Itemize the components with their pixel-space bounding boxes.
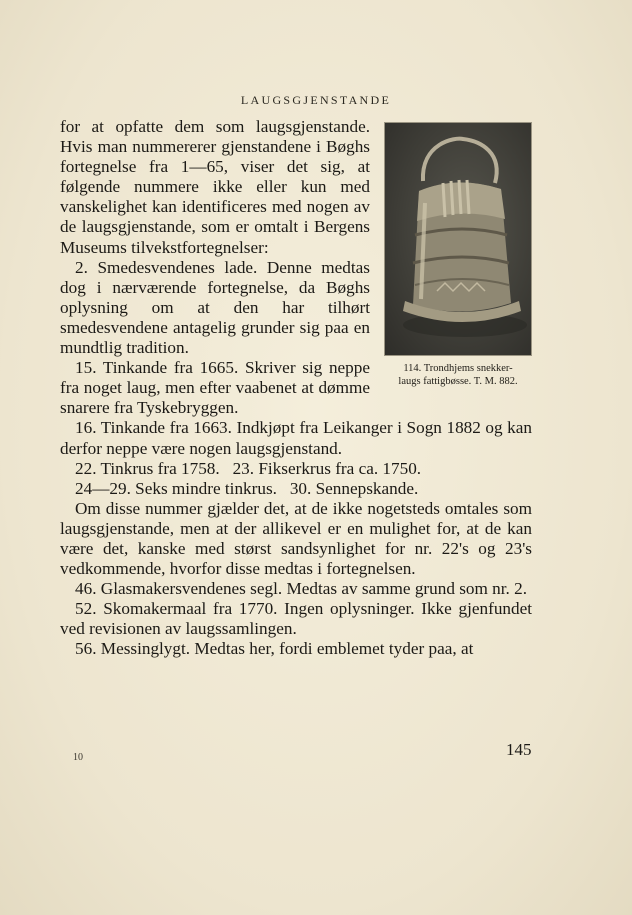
paragraph: Om disse nummer gjælder det, at de ikke nogetsteds omtales som laugsgjenstande, men at der allikevel er en mulighet for, at de kan være det, kanske med størst sandsynlighet for nr. 22's og 23's vedkommende, hvorfor disse medtas i fortegnelsen. [60,498,532,579]
paragraph: 2. Smedesvendenes lade. Denne medtas dog i nærværende fortegnelse, da Bøghs oplysning om at den har tilhørt smedesvendene antagelig grunder sig paa en mundtlig tradition. [60,257,370,358]
paragraph: 16. Tinkande fra 1663. Indkjøpt fra Leikanger i Sogn 1882 og kan derfor neppe være nogen laugsgjenstand. [60,418,532,458]
caption-line-2: laugs fattigbøsse. T. M. 882. [398,376,518,387]
paragraph: 24—29. Seks mindre tinkrus. 30. Sennepskande. [75,478,419,498]
running-head: LAUGSGJENSTANDE [240,93,392,107]
poor-box-illustration [385,123,531,355]
figure-caption [384,362,532,388]
paragraph: 52. Skomakermaal fra 1770. Ingen oplysninger. Ikke gjenfundet ved revisionen av laugssamlingen. [60,599,532,639]
paragraph: 46. Glasmakersvendenes segl. Medtas av samme grund som nr. 2. [75,579,528,599]
bell-shaped-poor-box-photo [384,122,532,356]
paragraph: 22. Tinkrus fra 1758. 23. Fikserkrus fra ca. 1750. [75,458,422,478]
caption-line-1: 114. Trondhjems snekker- [403,363,513,374]
body-text [60,117,532,660]
paragraph: 56. Messinglygt. Medtas her, fordi emblemet tyder paa, at [75,639,474,659]
paragraph: for at opfatte dem som laugsgjenstande. Hvis man nummererer gjenstandene i Bøghs fortegnelse fra 1—65, viser det sig, at følgende nummere ikke eller kun med vanskelighet kan identificeres med nogen av de laugsgjenstande, som er omtalt i Bergens Museums tilvekstfortegnelser: [60,117,370,257]
page-number: 145 [506,740,532,759]
signature-mark: 10 [73,752,83,763]
paragraph: 15. Tinkande fra 1665. Skriver sig neppe fra noget laug, men efter vaabenet at dømme snarere fra Tyskebryggen. [60,358,370,418]
figure [384,122,532,388]
